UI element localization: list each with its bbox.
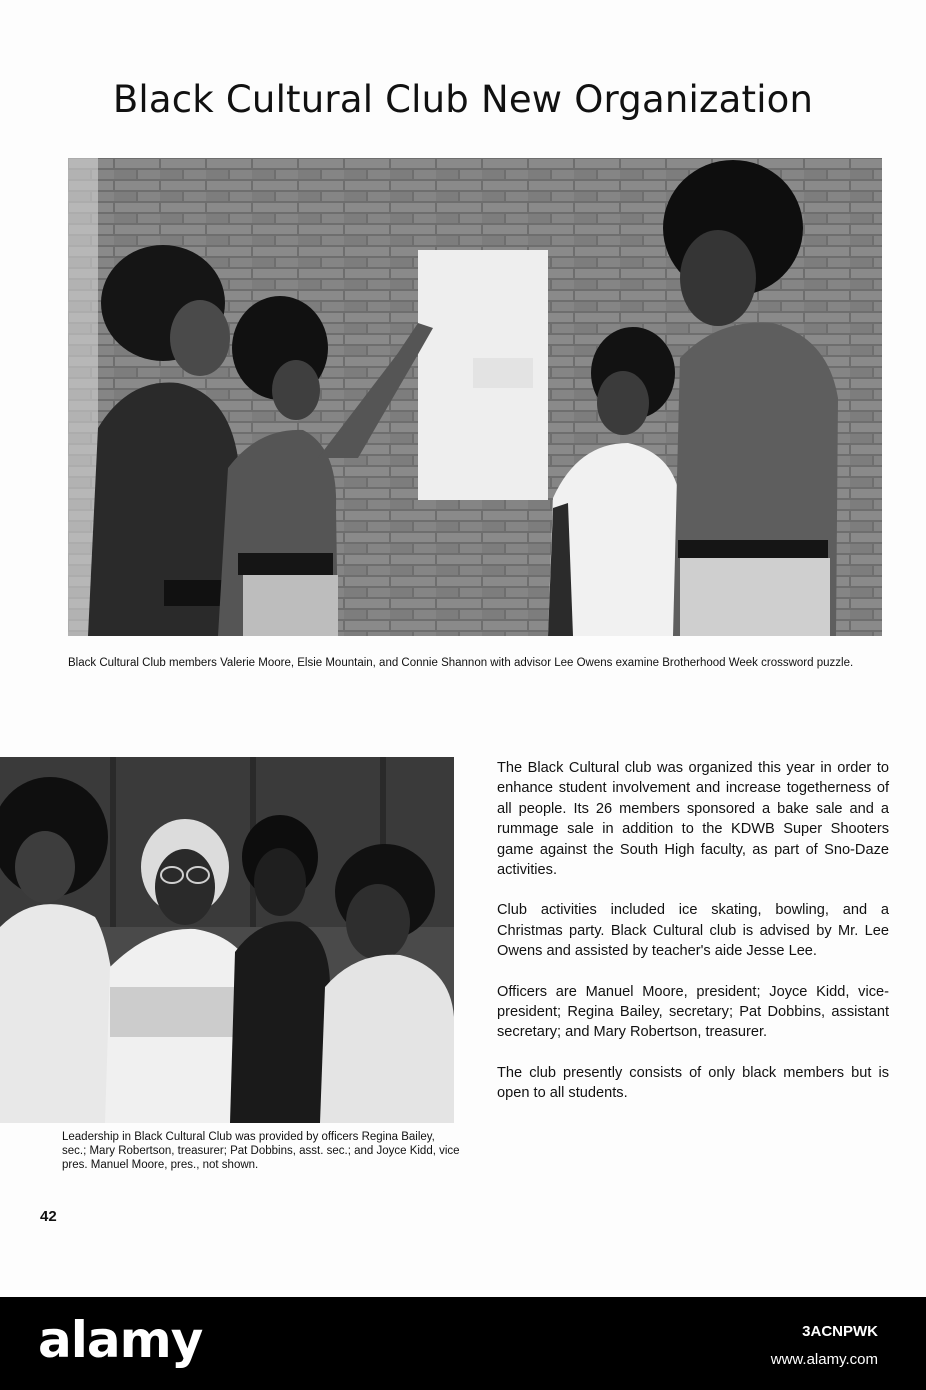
- top-photo-caption: Black Cultural Club members Valerie Moore, Elsie Mountain, and Connie Shannon with advisor Lee Owens examine Brotherhood Week crossword puzzle.: [68, 657, 854, 669]
- page-number: 42: [40, 1208, 57, 1225]
- article-paragraph: The club presently consists of only black members but is open to all students.: [497, 1064, 889, 1102]
- article-body: [497, 758, 889, 1124]
- article-paragraph: The Black Cultural club was organized this year in order to enhance student involvement and increase togetherness of all people. Its 26 members sponsored a bake sale and a rummage sale in addition to the KDWB Super Shooters game against the South High faculty, as part of Sno-Daze activities.: [497, 760, 889, 879]
- article-paragraph: Officers are Manuel Moore, president; Joyce Kidd, vice-president; Regina Bailey, secretary; Pat Dobbins, assistant secretary; and Mary Robertson, treasurer.: [497, 983, 889, 1041]
- image-id: 3ACNPWK: [802, 1323, 878, 1340]
- alamy-logo: alamy: [38, 1311, 203, 1369]
- article-paragraph: Club activities included ice skating, bowling, and a Christmas party. Black Cultural club is advised by Mr. Lee Owens and assisted by teacher's aide Jesse Lee.: [497, 902, 889, 960]
- footer-url: www.alamy.com: [770, 1351, 878, 1368]
- club-members-photo: [68, 158, 882, 636]
- bottom-photo-caption: Leadership in Black Cultural Club was provided by officers Regina Bailey, sec.; Mary Robertson, treasurer; Pat Dobbins, asst. sec.; and Joyce Kidd, vice pres. Manuel Moore, pres., not shown.: [62, 1131, 460, 1171]
- club-officers-photo: [0, 757, 454, 1123]
- page-title: Black Cultural Club New Organization: [112, 78, 814, 121]
